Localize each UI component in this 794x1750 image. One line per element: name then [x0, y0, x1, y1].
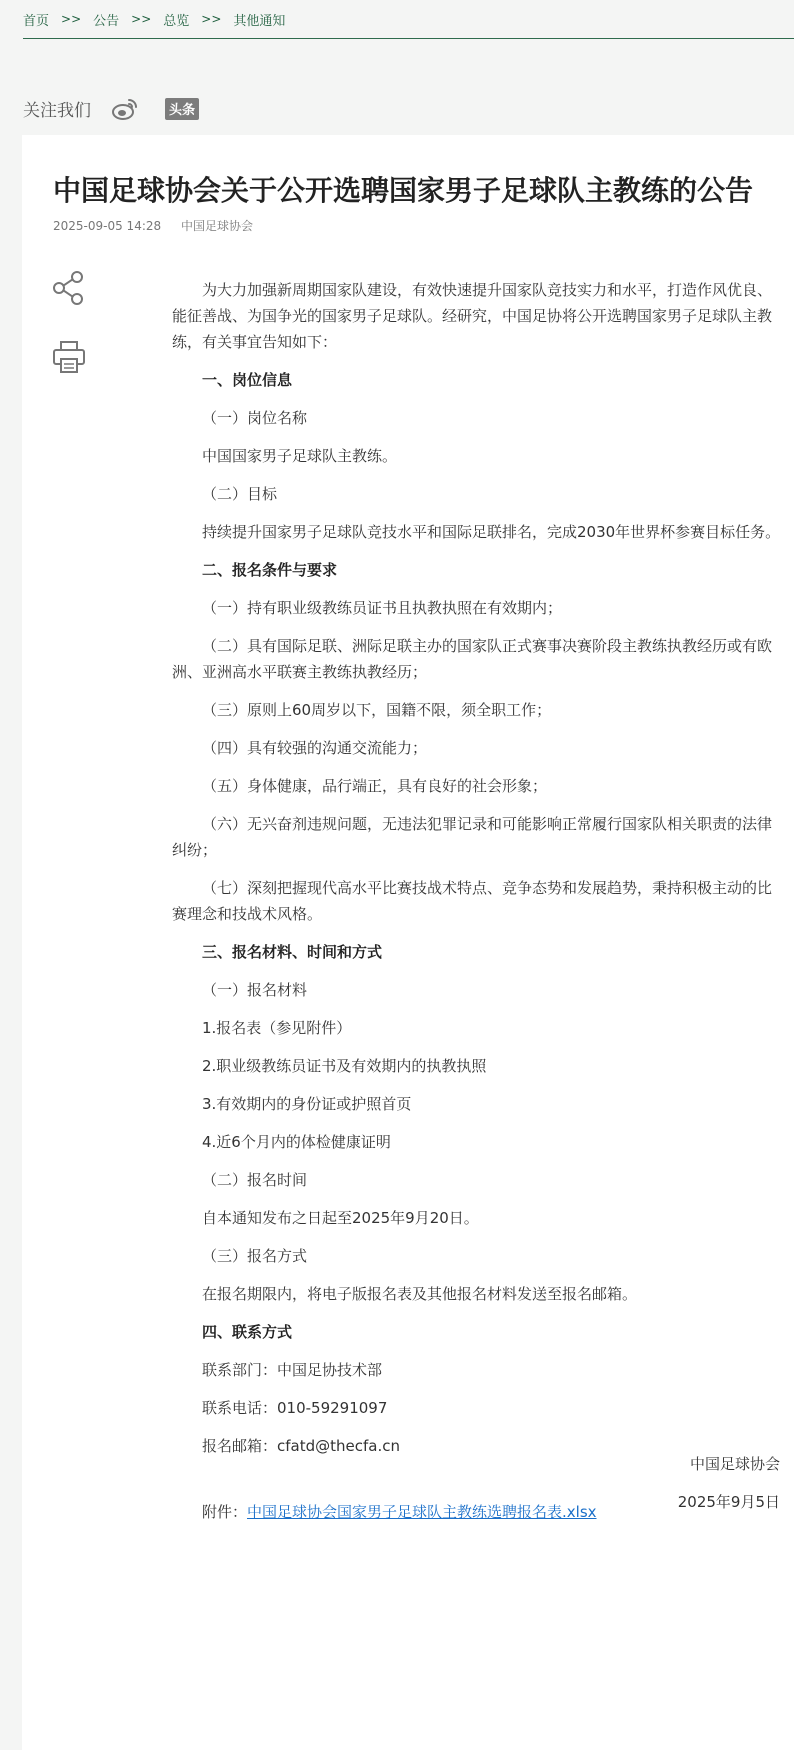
breadcrumb-announcements[interactable]: 公告: [93, 13, 120, 29]
attachment-label: 附件：: [202, 1503, 248, 1521]
article-card: [22, 135, 794, 1750]
paragraph: （一）岗位名称: [202, 409, 308, 427]
paragraph: （二）具有国际足联、洲际足联主办的国家队正式赛事决赛阶段主教练执教经历或有欧洲、亚洲高水平联赛主教练执教经历；: [172, 637, 773, 681]
section-heading: 二、报名条件与要求: [202, 561, 338, 579]
follow-us-label: 关注我们: [23, 101, 91, 121]
breadcrumb-separator: >>: [201, 12, 222, 26]
paragraph: （一）报名材料: [202, 981, 308, 999]
signature-date: 2025年9月5日: [677, 1493, 780, 1511]
breadcrumb-other-notices[interactable]: 其他通知: [233, 13, 286, 29]
paragraph: （二）目标: [202, 485, 278, 503]
paragraph: （五）身体健康，品行端正，具有良好的社会形象；: [202, 777, 548, 795]
contact-phone: 联系电话：010-59291097: [202, 1399, 388, 1417]
attachment-link[interactable]: 中国足球协会国家男子足球队主教练选聘报名表.xlsx: [247, 1503, 597, 1521]
toutiao-icon[interactable]: 头条: [165, 98, 199, 120]
paragraph: 自本通知发布之日起至2025年9月20日。: [202, 1209, 479, 1227]
paragraph: 中国国家男子足球队主教练。: [202, 447, 398, 465]
paragraph: 1.报名表（参见附件）: [202, 1019, 352, 1037]
paragraph: 2.职业级教练员证书及有效期内的执教执照: [202, 1057, 487, 1075]
paragraph: （三）原则上60周岁以下，国籍不限，须全职工作；: [202, 701, 552, 719]
contact-email: 报名邮箱：cfatd@thecfa.cn: [202, 1437, 400, 1455]
article-date: 2025-09-05 14:28: [53, 219, 162, 233]
paragraph: （四）具有较强的沟通交流能力；: [202, 739, 428, 757]
breadcrumb-home[interactable]: 首页: [23, 13, 50, 29]
contact-department: 联系部门：中国足协技术部: [202, 1361, 383, 1379]
article-title: 中国足球协会关于公开选聘国家男子足球队主教练的公告: [53, 174, 754, 207]
paragraph: （二）报名时间: [202, 1171, 308, 1189]
breadcrumb-separator: >>: [61, 12, 82, 26]
section-heading: 一、岗位信息: [202, 371, 293, 389]
paragraph: （三）报名方式: [202, 1247, 308, 1265]
paragraph: 4.近6个月内的体检健康证明: [202, 1133, 391, 1151]
print-icon[interactable]: [52, 340, 86, 374]
section-heading: 四、联系方式: [202, 1323, 293, 1341]
article-source: 中国足球协会: [180, 219, 253, 233]
signature-org: 中国足球协会: [689, 1455, 780, 1473]
paragraph: （六）无兴奋剂违规问题，无违法犯罪记录和可能影响正常履行国家队相关职责的法律纠纷；: [172, 815, 773, 859]
follow-us: [23, 96, 199, 121]
intro-paragraph: 为大力加强新周期国家队建设，有效快速提升国家队竞技实力和水平，打造作风优良、能征善战、为国争光的国家男子足球队。经研究，中国足协将公开选聘国家男子足球队主教练，有关事宜告知如下：: [172, 281, 773, 351]
section-heading: 三、报名材料、时间和方式: [202, 943, 383, 961]
article-body: [172, 277, 786, 1537]
breadcrumb: [23, 0, 794, 39]
breadcrumb-overview[interactable]: 总览: [163, 13, 190, 29]
paragraph: 3.有效期内的身份证或护照首页: [202, 1095, 412, 1113]
paragraph: （七）深刻把握现代高水平比赛技战术特点、竞争态势和发展趋势，秉持积极主动的比赛理念和技战术风格。: [172, 879, 773, 923]
article-meta: [53, 217, 253, 234]
paragraph: 在报名期限内，将电子版报名表及其他报名材料发送至报名邮箱。: [202, 1285, 638, 1303]
breadcrumb-separator: >>: [131, 12, 152, 26]
paragraph: 持续提升国家男子足球队竞技水平和国际足联排名，完成2030年世界杯参赛目标任务。: [202, 523, 781, 541]
weibo-icon[interactable]: [111, 97, 139, 121]
share-icon[interactable]: [52, 270, 86, 306]
paragraph: （一）持有职业级教练员证书且执教执照在有效期内；: [202, 599, 563, 617]
